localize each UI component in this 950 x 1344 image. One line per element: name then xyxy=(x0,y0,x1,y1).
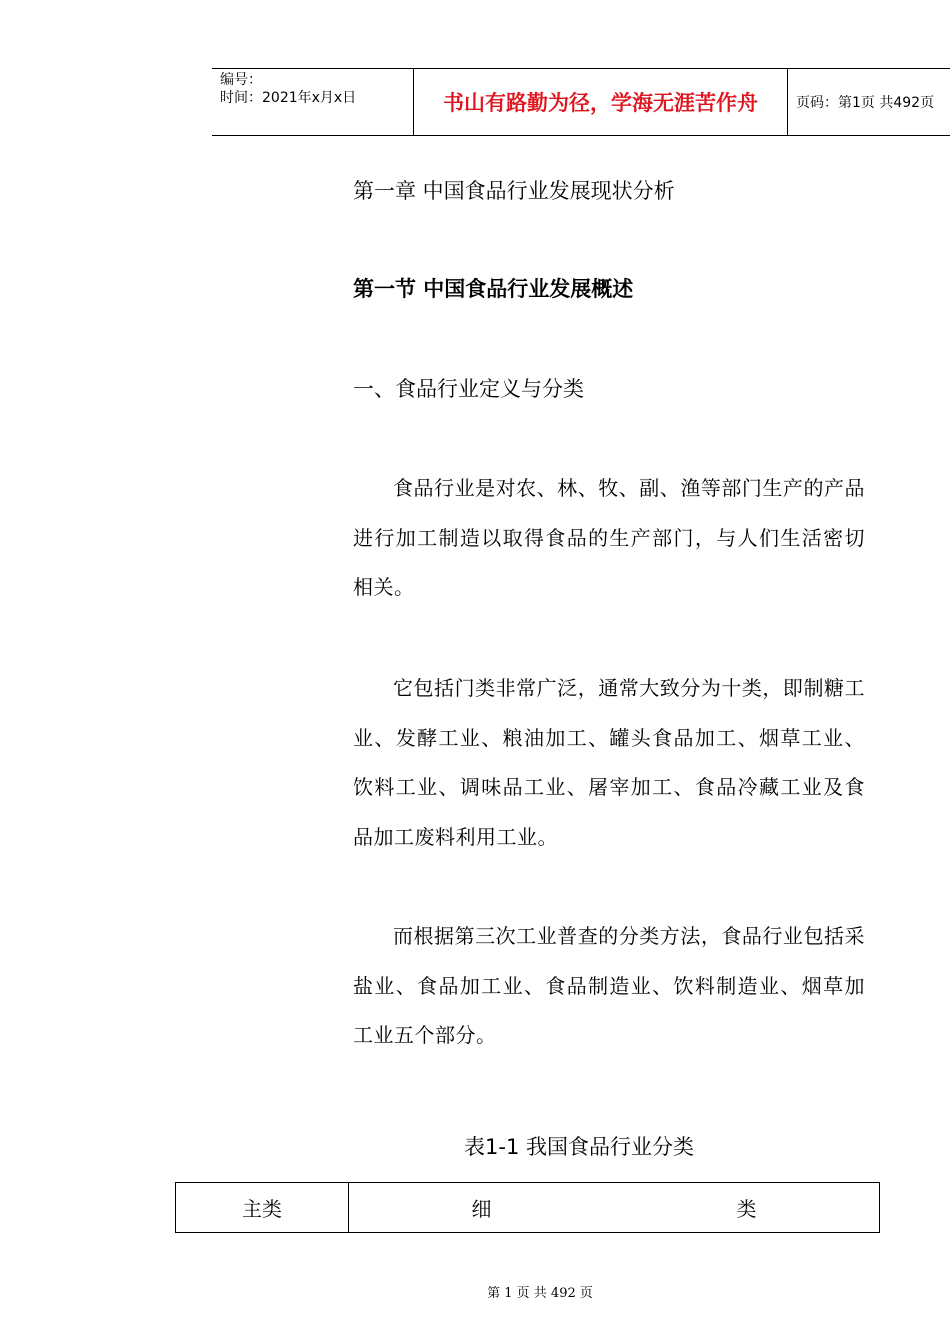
section-title: 第一节 中国食品行业发展概述 xyxy=(353,277,634,301)
time-label: 时间：2021年x月x日 xyxy=(220,90,357,106)
paragraph-definition: 食品行业是对农、林、牧、副、渔等部门生产的产品进行加工制造以取得食品的生产部门，与人们生活密切相关。 xyxy=(353,476,865,599)
header-page-info: 页码：第1页 共492页 xyxy=(796,95,935,111)
number-label: 编号： xyxy=(220,72,262,88)
paragraph-categories: 它包括门类非常广泛，通常大致分为十类，即制糖工业、发酵工业、粮油加工、罐头食品加工、烟草工业、饮料工业、调味品工业、屠宰加工、食品冷藏工业及食品加工废料利用工业。 xyxy=(353,676,865,849)
subsection-title: 一、食品行业定义与分类 xyxy=(353,377,584,401)
page-header xyxy=(212,68,950,136)
header-meta xyxy=(212,69,413,135)
table-header-main-category: 主类 xyxy=(176,1183,349,1232)
classification-table xyxy=(175,1182,880,1233)
table-caption: 表1-1 我国食品行业分类 xyxy=(464,1135,694,1159)
subcategory-header-part1: 细 xyxy=(471,1197,492,1221)
header-motto: 书山有路勤为径，学海无涯苦作舟 xyxy=(413,69,788,135)
subcategory-header-part2: 类 xyxy=(736,1197,757,1221)
chapter-title: 第一章 中国食品行业发展现状分析 xyxy=(353,179,675,203)
table-header-subcategory xyxy=(349,1183,879,1232)
page-footer: 第 1 页 共 492 页 xyxy=(487,1286,593,1301)
paragraph-census-classification: 而根据第三次工业普查的分类方法，食品行业包括采盐业、食品加工业、食品制造业、饮料制造业、烟草加工业五个部分。 xyxy=(353,924,865,1047)
